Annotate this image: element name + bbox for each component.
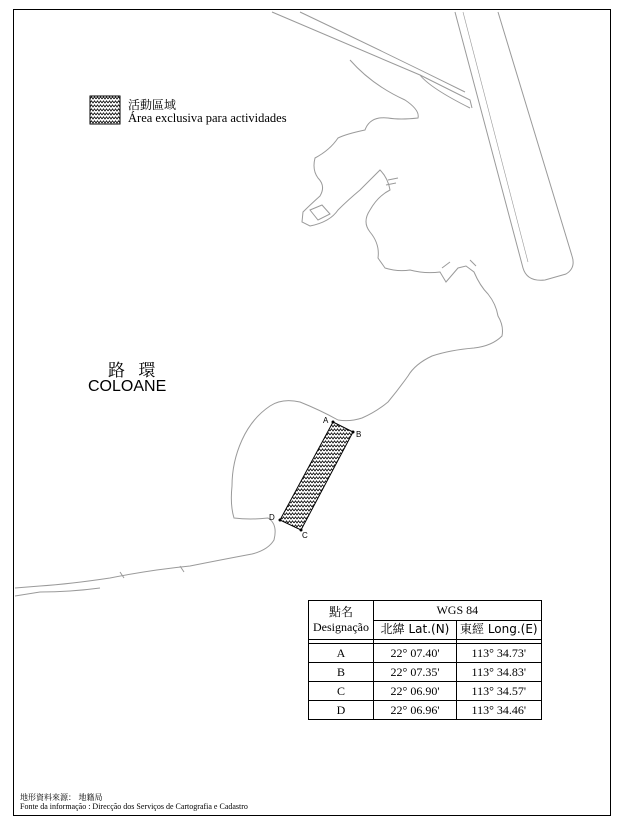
runway bbox=[455, 12, 573, 280]
row-lat: 22° 07.40' bbox=[374, 644, 457, 663]
place-name-pt: COLOANE bbox=[88, 378, 167, 395]
point-c-label: C bbox=[302, 531, 308, 540]
table-row bbox=[309, 682, 542, 701]
table-row bbox=[309, 663, 542, 682]
long-header: 東經 Long.(E) bbox=[457, 620, 542, 640]
point-b-marker bbox=[352, 431, 355, 434]
causeway bbox=[272, 12, 472, 108]
table-row bbox=[309, 701, 542, 720]
coastline-north bbox=[302, 60, 503, 421]
point-d-marker bbox=[279, 519, 282, 522]
source-text-pt: Fonte da informação : Direcção dos Serviços de Cartografia e Cadastro bbox=[20, 802, 248, 811]
designation-header-cn: 點名 bbox=[328, 605, 353, 619]
source-text-cn: 地形資料來源： 地籍局 bbox=[20, 793, 103, 802]
point-a-marker bbox=[332, 421, 335, 424]
row-point: B bbox=[309, 663, 374, 682]
point-d-label: D bbox=[269, 513, 275, 522]
row-point: A bbox=[309, 644, 374, 663]
activity-zone bbox=[280, 422, 353, 530]
row-long: 113° 34.57' bbox=[457, 682, 542, 701]
datum-header: WGS 84 bbox=[374, 601, 542, 621]
place-name-cn: 路 環 bbox=[108, 361, 160, 381]
row-lat: 22° 06.90' bbox=[374, 682, 457, 701]
row-point: C bbox=[309, 682, 374, 701]
coordinates-table bbox=[308, 600, 542, 720]
row-lat: 22° 06.96' bbox=[374, 701, 457, 720]
legend-label-cn: 活動區域 bbox=[128, 98, 177, 112]
designation-header bbox=[309, 601, 374, 640]
row-lat: 22° 07.35' bbox=[374, 663, 457, 682]
table-row bbox=[309, 644, 542, 663]
row-long: 113° 34.46' bbox=[457, 701, 542, 720]
lat-header: 北緯 Lat.(N) bbox=[374, 620, 457, 640]
coastline-bay bbox=[15, 401, 338, 588]
row-long: 113° 34.73' bbox=[457, 644, 542, 663]
row-long: 113° 34.83' bbox=[457, 663, 542, 682]
legend-label-pt: Área exclusiva para actividades bbox=[128, 111, 287, 125]
designation-header-pt: Designação bbox=[313, 620, 369, 634]
row-point: D bbox=[309, 701, 374, 720]
point-a-label: A bbox=[323, 416, 329, 425]
legend-swatch-fill bbox=[90, 96, 120, 124]
point-b-label: B bbox=[356, 430, 362, 439]
